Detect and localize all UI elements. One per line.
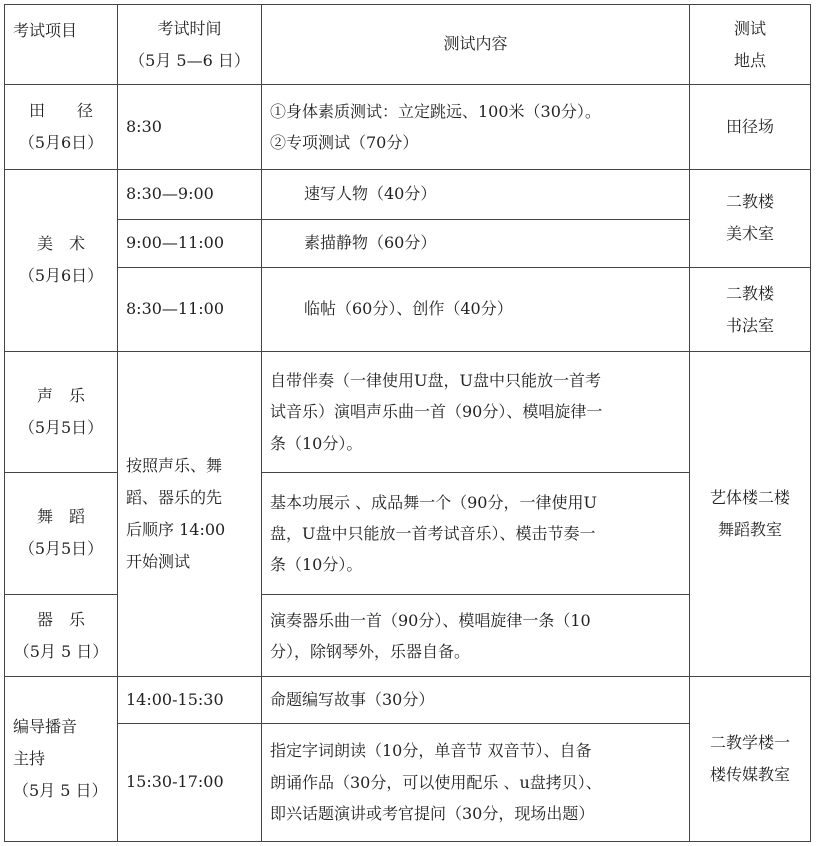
broadcast-item: 编导播音 主持 （5月 5 日）: [5, 677, 118, 842]
broadcast-time-2: 15:30-17:00: [118, 723, 262, 841]
art-time-2: 9:00—11:00: [118, 219, 262, 267]
exam-schedule-table: [4, 4, 811, 842]
art-content-3: 临帖（60分）、创作（40分）: [262, 267, 690, 351]
broadcast-content-1: 命题编写故事（30分）: [262, 677, 690, 723]
art-time-1: 8:30—9:00: [118, 169, 262, 219]
art-time-3: 8:30—11:00: [118, 267, 262, 351]
header-time: 考试时间 （5月 5—6 日）: [118, 5, 262, 85]
header-row: [5, 5, 811, 85]
music-location: 艺体楼二楼 舞蹈教室: [690, 352, 811, 677]
vocal-item: 声 乐 （5月5日）: [5, 352, 118, 472]
broadcast-location: 二教学楼一 楼传媒教室: [690, 677, 811, 842]
dance-content: 基本功展示 、成品舞一个（90分，一律使用U 盘，U盘中只能放一首考试音乐）、模击节奏一 条（10分）。: [262, 472, 690, 594]
header-item: 考试项目: [5, 5, 118, 85]
row-vocal: [5, 352, 811, 472]
row-art-3: [5, 267, 811, 351]
broadcast-content-2: 指定字词朗读（10分，单音节 双音节）、自备 朗诵作品（30分，可以使用配乐 、u盘拷贝）、 即兴话题演讲或考官提问（30分，现场出题）: [262, 723, 690, 841]
instrument-item: 器 乐 （5月 5 日）: [5, 595, 118, 677]
row-art-1: [5, 169, 811, 219]
track-location: 田径场: [690, 85, 811, 169]
dance-item: 舞 蹈 （5月5日）: [5, 472, 118, 594]
row-broadcast-1: [5, 677, 811, 723]
track-time: 8:30: [118, 85, 262, 169]
art-item: 美 术 （5月6日）: [5, 169, 118, 352]
header-location: 测试 地点: [690, 5, 811, 85]
vocal-content: 自带伴奏（一律使用U盘，U盘中只能放一首考 试音乐）演唱声乐曲一首（90分）、模唱旋律一 条（10分）。: [262, 352, 690, 472]
art-content-1: 速写人物（40分）: [262, 169, 690, 219]
track-item: 田 径 （5月6日）: [5, 85, 118, 169]
art-location-b: 二教楼 书法室: [690, 267, 811, 351]
instrument-content: 演奏器乐曲一首（90分）、模唱旋律一条（10 分），除钢琴外，乐器自备。: [262, 595, 690, 677]
header-content: 测试内容: [262, 5, 690, 85]
track-content: ①身体素质测试：立定跳远、100米（30分）。 ②专项测试（70分）: [262, 85, 690, 169]
art-location-a: 二教楼 美术室: [690, 169, 811, 267]
music-shared-time: 按照声乐、舞 蹈、器乐的先 后顺序 14:00 开始测试: [118, 352, 262, 677]
broadcast-time-1: 14:00-15:30: [118, 677, 262, 723]
art-content-2: 素描静物（60分）: [262, 219, 690, 267]
row-track: [5, 85, 811, 169]
